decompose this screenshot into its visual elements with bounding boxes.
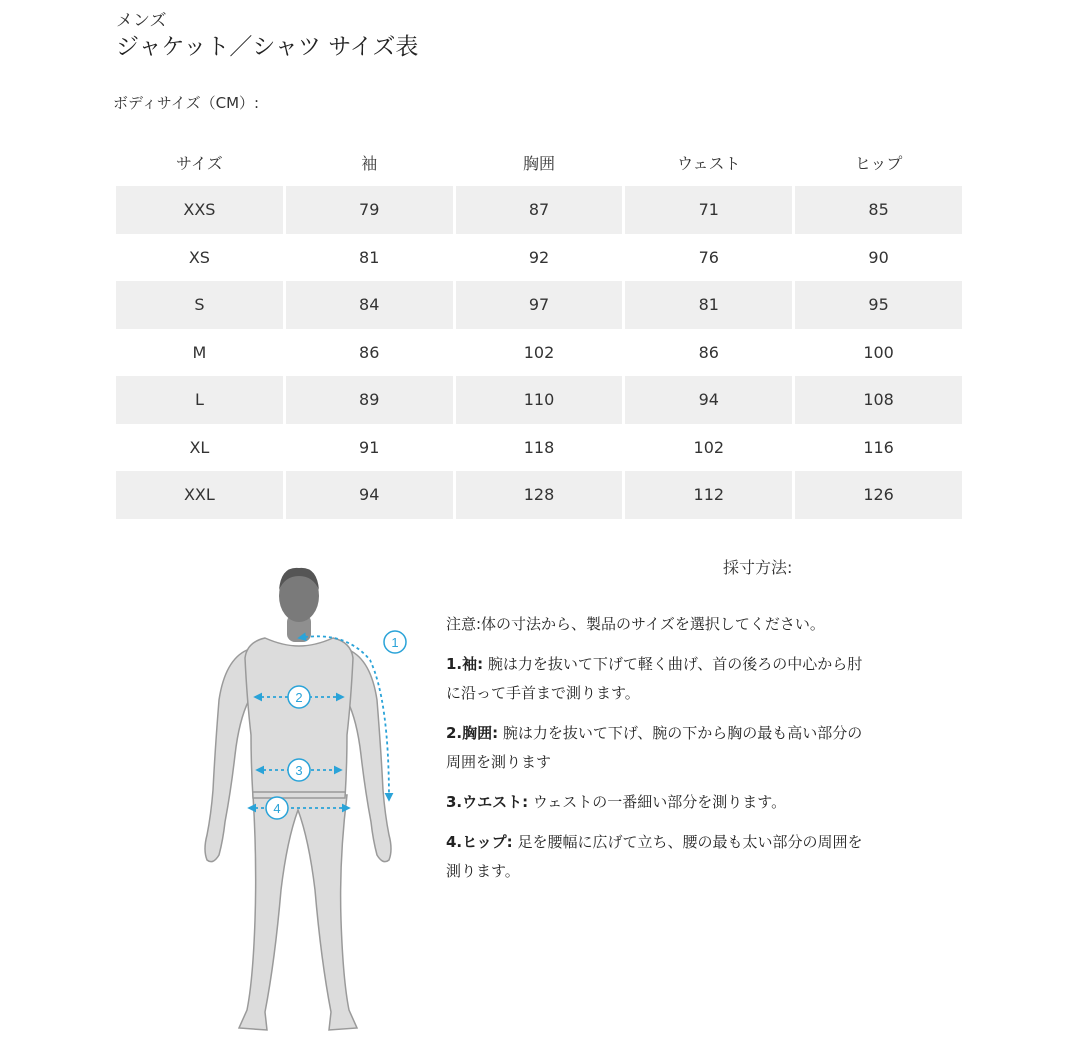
table-row xyxy=(116,376,962,424)
note-sleeve xyxy=(446,650,876,708)
marker-1 xyxy=(384,631,406,653)
table-cell: XXS xyxy=(116,186,283,234)
subtitle: メンズ xyxy=(116,11,167,31)
note-hip-text: 足を腰幅に広げて立ち、腰の最も太い部分の周囲を測ります。 xyxy=(446,833,863,880)
size-table xyxy=(113,138,965,519)
table-cell: 94 xyxy=(625,376,792,424)
note-waist-text: ウェストの一番細い部分を測ります。 xyxy=(528,793,787,811)
table-cell: M xyxy=(192,342,207,362)
note-caution-text: 注意:体の寸法から、製品のサイズを選択してください。 xyxy=(446,615,825,633)
column-header-chest: 胸囲 xyxy=(522,153,555,173)
table-cell: 118 xyxy=(523,437,555,457)
column-header-hip: ヒップ xyxy=(854,153,903,173)
table-cell: 95 xyxy=(795,281,962,329)
table-cell: 81 xyxy=(359,247,380,267)
marker-1-label: 1 xyxy=(391,635,399,650)
head xyxy=(279,568,319,642)
measurement-notes xyxy=(446,610,876,897)
table-cell: 86 xyxy=(698,342,719,362)
note-hip xyxy=(446,828,876,886)
column-header-sleeve: 袖 xyxy=(361,153,378,173)
note-waist xyxy=(446,788,876,817)
table-cell: 91 xyxy=(359,437,380,457)
table-row xyxy=(116,234,962,282)
note-chest-label: 2.胸囲: xyxy=(446,724,499,742)
note-sleeve-label: 1.袖: xyxy=(446,655,484,673)
marker-3 xyxy=(288,759,310,781)
table-cell: 76 xyxy=(698,247,719,267)
note-waist-label: 3.ウエスト: xyxy=(446,793,529,811)
marker-3-label: 3 xyxy=(295,763,303,778)
note-sleeve-text: 腕は力を抜いて下げて軽く曲げ、首の後ろの中心から肘に沿って手首まで測ります。 xyxy=(446,655,863,702)
note-chest-text: 腕は力を抜いて下げ、腕の下から胸の最も高い部分の周囲を測ります xyxy=(446,724,863,771)
body-size-label: ボディサイズ（CM）: xyxy=(113,94,260,112)
table-cell: 97 xyxy=(456,281,623,329)
body-measurement-figure xyxy=(195,560,425,1040)
table-cell: 112 xyxy=(625,471,792,519)
table-row xyxy=(116,281,962,329)
table-cell: 116 xyxy=(863,437,894,457)
table-cell: 71 xyxy=(625,186,792,234)
marker-4-label: 4 xyxy=(273,801,281,816)
table-cell: 102 xyxy=(523,342,555,362)
marker-4 xyxy=(266,797,288,819)
table-cell: 86 xyxy=(359,342,380,362)
table-cell: 89 xyxy=(286,376,453,424)
note-hip-label: 4.ヒップ: xyxy=(446,833,513,851)
marker-2 xyxy=(288,686,310,708)
marker-2-label: 2 xyxy=(295,690,303,705)
table-cell: 110 xyxy=(456,376,623,424)
page-title: ジャケット／シャツ サイズ表 xyxy=(116,34,419,60)
measurement-method-title: 採寸方法: xyxy=(723,558,793,577)
table-row xyxy=(116,186,962,234)
table-cell: XS xyxy=(188,247,210,267)
table-cell: 90 xyxy=(868,247,889,267)
column-header-waist: ウェスト xyxy=(677,153,741,173)
table-cell: L xyxy=(116,376,283,424)
table-cell: 128 xyxy=(456,471,623,519)
table-cell: 87 xyxy=(456,186,623,234)
table-row xyxy=(116,329,962,377)
table-row xyxy=(116,424,962,472)
table-cell: 126 xyxy=(795,471,962,519)
table-cell: 84 xyxy=(286,281,453,329)
table-cell: 85 xyxy=(795,186,962,234)
table-cell: XL xyxy=(189,437,210,457)
table-row xyxy=(116,471,962,519)
table-cell: 94 xyxy=(286,471,453,519)
column-header-size: サイズ xyxy=(176,153,223,173)
table-header-row xyxy=(116,138,962,186)
table-cell: 81 xyxy=(625,281,792,329)
table-cell: 100 xyxy=(863,342,894,362)
table-cell: 108 xyxy=(795,376,962,424)
table-cell: 92 xyxy=(528,247,550,267)
table-cell: S xyxy=(116,281,283,329)
table-cell: XXL xyxy=(116,471,283,519)
table-cell: 79 xyxy=(286,186,453,234)
note-chest xyxy=(446,719,876,777)
table-cell: 102 xyxy=(693,437,725,457)
note-caution xyxy=(446,610,876,639)
